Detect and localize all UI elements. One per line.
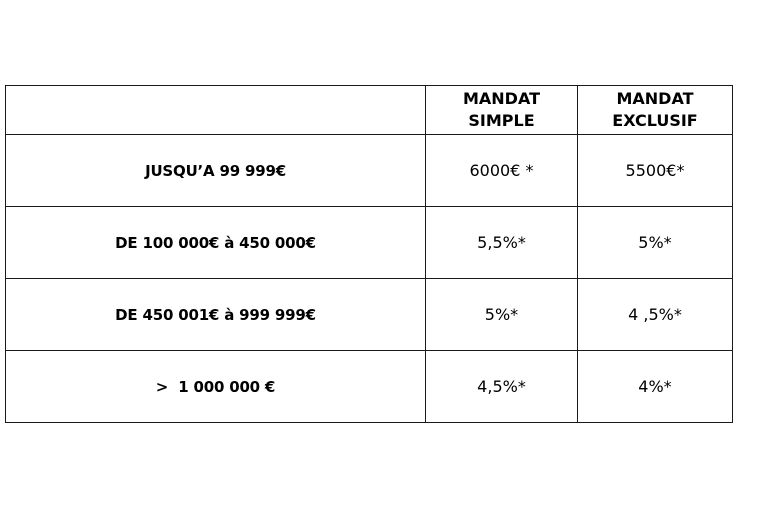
- table-row: [6, 207, 733, 279]
- exclusive-fee-cell: 4 ,5%*: [578, 279, 733, 351]
- header-mandat-simple-line1: MANDAT: [462, 89, 541, 108]
- exclusive-fee-cell: 5%*: [578, 207, 733, 279]
- table-row: [6, 279, 733, 351]
- price-range-cell: DE 100 000€ à 450 000€: [6, 207, 426, 279]
- simple-fee-cell: 6000€ *: [426, 135, 578, 207]
- price-range-cell: JUSQU’A 99 999€: [6, 135, 426, 207]
- exclusive-fee-cell: 4%*: [578, 351, 733, 423]
- price-range-cell: DE 450 001€ à 999 999€: [6, 279, 426, 351]
- simple-fee-cell: 5%*: [426, 279, 578, 351]
- table-row: [6, 135, 733, 207]
- simple-fee-cell: 4,5%*: [426, 351, 578, 423]
- header-mandat-simple: [426, 86, 578, 135]
- header-mandat-exclusif-line2: EXCLUSIF: [612, 111, 698, 130]
- price-range-cell: > 1 000 000 €: [6, 351, 426, 423]
- table-row: [6, 351, 733, 423]
- header-row: [6, 86, 733, 135]
- simple-fee-cell: 5,5%*: [426, 207, 578, 279]
- header-mandat-exclusif: [578, 86, 733, 135]
- exclusive-fee-cell: 5500€*: [578, 135, 733, 207]
- corner-cell: [6, 86, 426, 135]
- fees-table: [5, 85, 733, 423]
- header-mandat-simple-line2: SIMPLE: [468, 111, 535, 130]
- header-mandat-exclusif-line1: MANDAT: [616, 89, 694, 108]
